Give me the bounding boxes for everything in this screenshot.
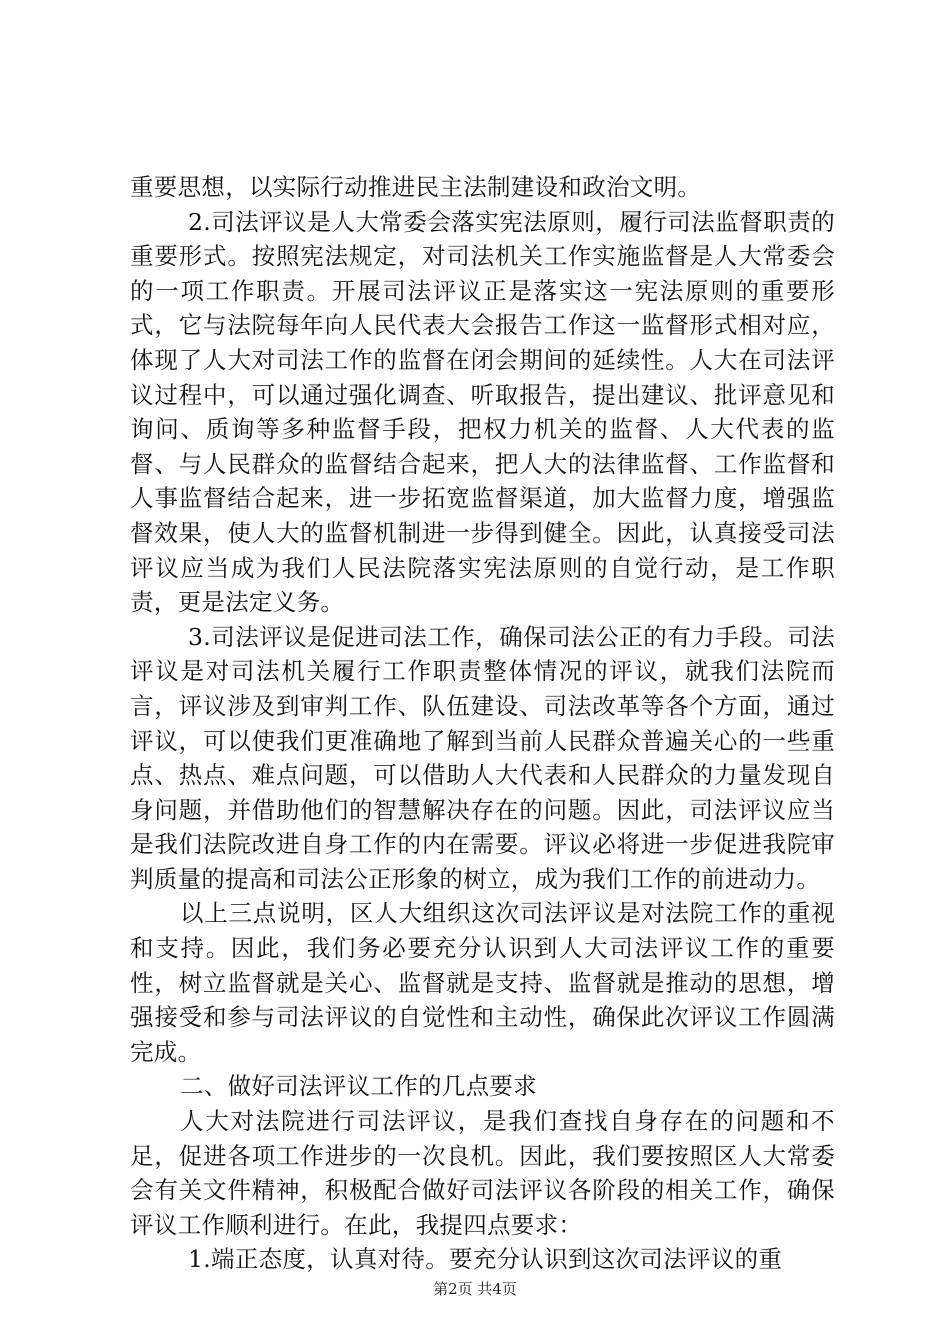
paragraph-point-3: 3.司法评议是促进司法工作，确保司法公正的有力手段。司法评议是对司法机关履行工作职责整体情况的评议，就我们法院而言，评议涉及到审判工作、队伍建设、司法改革等各个方面，通过评议，可以使我们更准确地了解到当前人民群众普遍关心的一些重点、热点、难点问题，可以借助人大代表和人民群众的力量发现自身问题，并借助他们的智慧解决存在的问题。因此，司法评议应当是我们法院改进自身工作的内在需要。评议必将进一步促进我院审判质量的提高和司法公正形象的树立，成为我们工作的前进动力。 <box>130 622 835 893</box>
paragraph-continuation: 重要思想，以实际行动推进民主法制建设和政治文明。 <box>130 173 702 201</box>
page-footer <box>0 1278 950 1299</box>
page-number: 第2页 共4页 <box>433 1280 517 1298</box>
section-heading: 二、做好司法评议工作的几点要求 <box>180 1072 537 1101</box>
paragraph-requirements-intro: 人大对法院进行司法评议，是我们查找自身存在的问题和不足，促进各项工作进步的一次良机。因此，我们要按照区人大常委会有关文件精神，积极配合做好司法评议各阶段的相关工作，确保评议工作顺利进行。在此，我提四点要求： <box>130 1107 835 1239</box>
paragraph-point-2: 2.司法评议是人大常委会落实宪法原则，履行司法监督职责的重要形式。按照宪法规定，对司法机关工作实施监督是人大常委会的一项工作职责。开展司法评议正是落实这一宪法原则的重要形式，它与法院每年向人民代表大会报告工作这一监督形式相对应，体现了人大对司法工作的监督在闭会期间的延续性。人大在司法评议过程中，可以通过强化调查、听取报告，提出建议、批评意见和询问、质询等多种监督手段，把权力机关的监督、人大代表的监督、与人民群众的监督结合起来，把人大的法律监督、工作监督和人事监督结合起来，进一步拓宽监督渠道，加大监督力度，增强监督效果，使人大的监督机制进一步得到健全。因此，认真接受司法评议应当成为我们人民法院落实宪法原则的自觉行动，是工作职责，更是法定义务。 <box>130 207 835 617</box>
paragraph-summary: 以上三点说明，区人大组织这次司法评议是对法院工作的重视和支持。因此，我们务必要充分认识到人大司法评议工作的重要性，树立监督就是关心、监督就是支持、监督就是推动的思想，增强接受和参与司法评议的自觉性和主动性，确保此次评议工作圆满完成。 <box>130 899 835 1066</box>
paragraph-requirement-1: 1.端正态度，认真对待。要充分认识到这次司法评议的重 <box>188 1245 783 1274</box>
document-body <box>130 170 835 1277</box>
